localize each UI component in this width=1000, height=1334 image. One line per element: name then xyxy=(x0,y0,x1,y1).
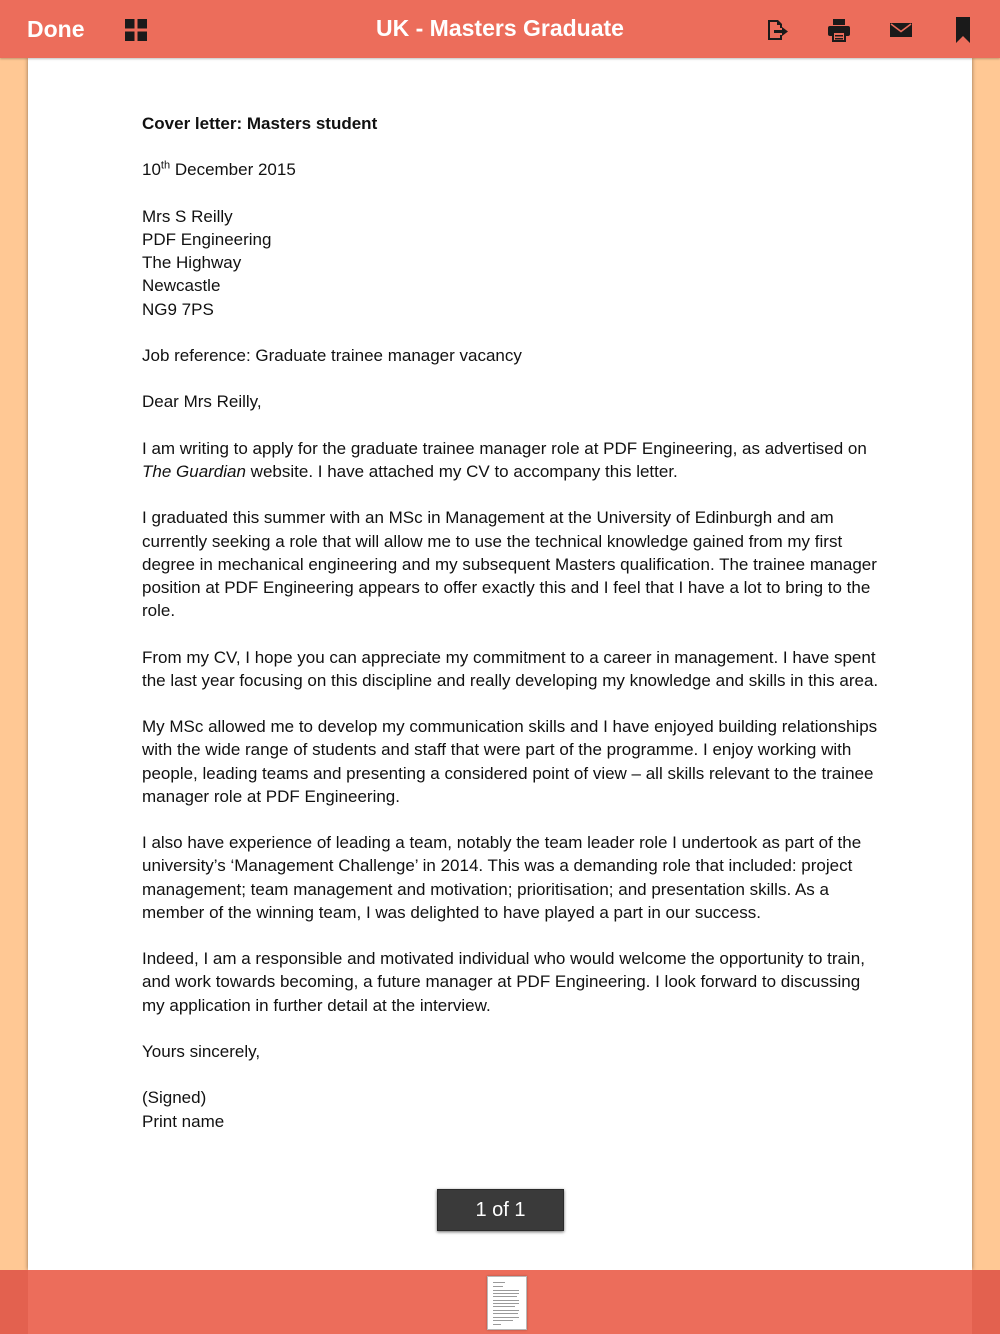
page-thumbnail[interactable] xyxy=(487,1276,527,1330)
paragraph: I graduated this summer with an MSc in Management at the University of Edinburgh and am currently seeking a role that will allow me to use the technical knowledge gained from my first degree in mechanical engineering and my subsequent Masters qualification. The trainee manager position at PDF Engineering appears to offer exactly this and I feel that I have a lot to bring to the role. xyxy=(142,508,877,621)
print-name: Print name xyxy=(142,1111,225,1131)
print-icon[interactable] xyxy=(827,18,851,42)
mail-icon[interactable] xyxy=(889,18,913,42)
bookmark-icon[interactable] xyxy=(954,17,972,43)
document-title: UK - Masters Graduate xyxy=(376,15,624,41)
letter-heading: Cover letter: Masters student xyxy=(142,114,378,133)
letter-body xyxy=(142,112,882,1133)
bottom-bar-edge xyxy=(0,1270,28,1334)
address-line: Newcastle xyxy=(142,276,221,296)
address-line: PDF Engineering xyxy=(142,229,272,249)
job-reference: Job reference: Graduate trainee manager vacancy xyxy=(142,345,522,365)
address-line: Mrs S Reilly xyxy=(142,206,233,226)
export-icon[interactable] xyxy=(765,18,789,42)
top-toolbar xyxy=(0,0,1000,58)
paragraph: I am writing to apply for the graduate trainee manager role at PDF Engineering, as advertised on The Guardian website. I have attached my CV to accompany this letter. xyxy=(142,438,867,481)
paragraph: My MSc allowed me to develop my communication skills and I have enjoyed building relationships with the wide range of students and staff that were part of the programme. I enjoy working with people, leading teams and presenting a considered point of view – all skills relevant to the trainee manager role at PDF Engineering. xyxy=(142,717,878,806)
page-indicator: 1 of 1 xyxy=(437,1189,564,1231)
closing: Yours sincerely, xyxy=(142,1041,261,1061)
bottom-bar-edge xyxy=(972,1270,1000,1334)
letter-date: 10th December 2015 xyxy=(142,159,296,180)
document-page xyxy=(28,58,972,1270)
paragraph: From my CV, I hope you can appreciate my commitment to a career in management. I have spent the last year focusing on this discipline and really developing my knowledge and skills in this area. xyxy=(142,647,879,690)
salutation: Dear Mrs Reilly, xyxy=(142,392,262,412)
paragraph: I also have experience of leading a team, notably the team leader role I undertook as part of the university’s ‘Management Challenge’ in 2014. This was a demanding role that included: project management; team management and motivation; prioritisation; and presentation skills. As a member of the winning team, I was delighted to have played a part in our success. xyxy=(142,833,862,922)
address-line: The Highway xyxy=(142,253,242,273)
bottom-thumbnail-bar xyxy=(0,1270,1000,1334)
done-button[interactable]: Done xyxy=(27,16,85,42)
address-line: NG9 7PS xyxy=(142,299,214,319)
paragraph: Indeed, I am a responsible and motivated individual who would welcome the opportunity to train, and work towards becoming, a future manager at PDF Engineering. I look forward to discussing my application in further detail at the interview. xyxy=(142,949,865,1015)
grid-icon[interactable] xyxy=(125,19,147,41)
signature: (Signed) xyxy=(142,1088,207,1108)
